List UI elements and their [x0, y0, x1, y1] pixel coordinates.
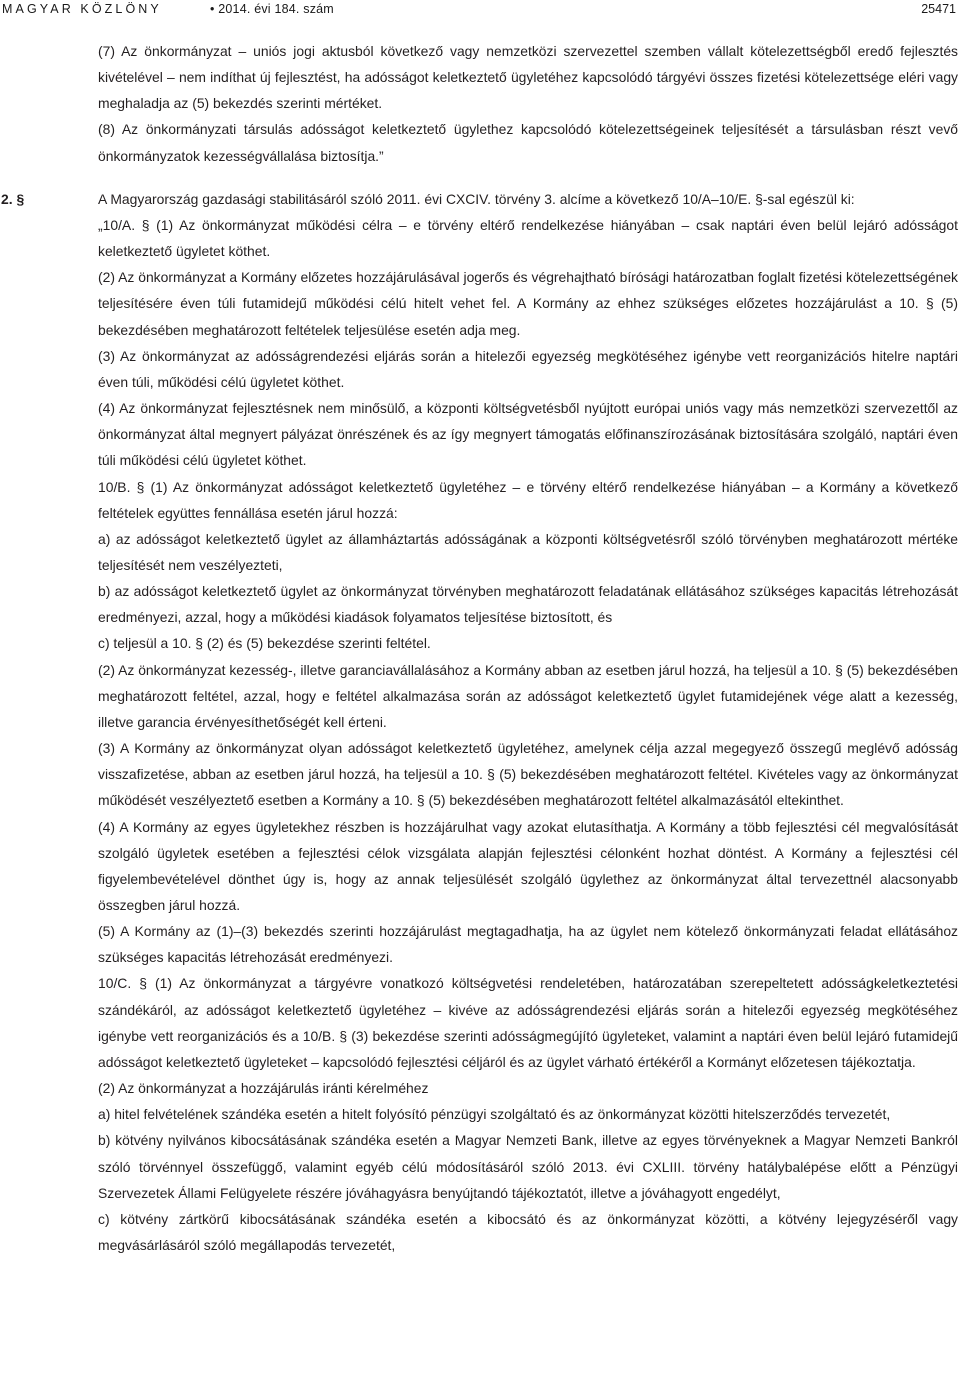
section-2-intro: A Magyarország gazdasági stabilitásáról szóló 2011. évi CXCIV. törvény 3. alcíme a következő 10/A–10/E. §-sal egészül ki: — [98, 190, 855, 207]
page-header — [0, 0, 960, 22]
section-10c-2b: b) kötvény nyilvános kibocsátásának szándéka esetén a Magyar Nemzeti Bank, illetve az egyes törvényeknek a Magyar Nemzeti Bankról szóló törvénnyel összefüggő, valamint egyéb célú módosításáról szóló 2013. évi CXLIII. törvény hatálybalépése előtt a Pénzügyi Szervezetek Állami Felügyelete részére jóváhagyásra benyújtandó tájékoztatót, illetve a jóváhagyott engedélyt, — [98, 1132, 958, 1201]
section-10b-1: 10/B. § (1) Az önkormányzat adósságot keletkeztető ügyletéhez – e törvény eltérő rendelkezése hiányában – a Kormány a következő feltételek együttes fennállása esetén járul hozzá: — [98, 478, 958, 521]
section-10c-1: 10/C. § (1) Az önkormányzat a tárgyévre vonatkozó költségvetési rendeletében, határozatában szerepeltetett adósságkeletkeztetési szándékáról, az adósságot keletkeztető ügyletéhez – kivéve az adósságrendezési eljárás során a hitelezői egyezség megkötéséhez igénybe vett reorganizációs és a 10/B. § (3) bekezdése szerinti adósságmegújító ügyleteket, valamint a naptári éven belül lejáró futamidejű adósságot keletkeztető ügyleteket – kapcsolódó fejlesztési céljáról és az ügylet várható értékéről a Kormányt előzetesen tájékoztatja. — [98, 975, 958, 1070]
section-10b-2: (2) Az önkormányzat kezesség-, illetve garanciavállalásához a Kormány abban az esetben járul hozzá, ha teljesül a 10. § (5) bekezdésében meghatározott feltétel, azzal, hogy e feltétel alkalmazása során az adósságot keletkeztető ügylet futamidejének vége alatt a kezesség, illetve garancia érvényesíthetőségét kell érteni. — [98, 661, 958, 730]
section-10a-3: (3) Az önkormányzat az adósságrendezési eljárás során a hitelezői egyezség megkötéséhez igénybe vett reorganizációs hitelre naptári éven túli, működési célú ügyletet köthet. — [98, 347, 958, 390]
issue-info: • 2014. évi 184. szám — [210, 2, 334, 16]
section-10a-1: „10/A. § (1) Az önkormányzat működési célra – e törvény eltérő rendelkezése hiányában – csak naptári éven belül lejáró adósságot keletkeztető ügyletet köthet. — [98, 216, 958, 260]
section-number: 2. § — [1, 190, 25, 207]
paragraph-7: (7) Az önkormányzat – uniós jogi aktusból következő vagy nemzetközi szervezettel szemben vállalt kötelezettségből eredő fejlesztés kivételével – nem indíthat új fejlesztést, ha adósságot keletkeztető ügyletéhez kapcsolódó tárgyévi összes fizetési kötelezettsége eléri vagy meghaladja az (5) bekezdés szerinti mértéket. — [98, 43, 958, 112]
section-10c-2a: a) hitel felvételének szándéka esetén a hitelt folyósító pénzügyi szolgáltató és az önkormányzat közötti hitelszerződés tervezetét, — [98, 1106, 891, 1123]
section-10b-1a: a) az adósságot keletkeztető ügylet az államháztartás adósságának a központi költségvetésről szóló törvényben meghatározott mértéke teljesítését nem veszélyezteti, — [98, 530, 958, 573]
section-10b-4: (4) A Kormány az egyes ügyletekhez részben is hozzájárulhat vagy azokat elutasíthatja. A Kormány a több fejlesztési cél megvalósítását szolgáló ügyletek esetében a fejlesztési célok vizsgálata alapján fejlesztési célonként hozhat döntést. A Kormány a fejlesztési cél figyelembevételével dönthet úgy is, hogy az annak teljesülését szolgáló ügylethez az önkormányzat által tervezettnél alacsonyabb összegben járul hozzá. — [98, 818, 958, 913]
section-10b-5: (5) A Kormány az (1)–(3) bekezdés szerinti hozzájárulást megtagadhatja, ha az ügylet nem kötelező önkormányzati feladat ellátásához szükséges kapacitás létrehozását eredményezi. — [98, 923, 958, 966]
section-10b-1c: c) teljesül a 10. § (2) és (5) bekezdése szerinti feltétel. — [98, 635, 431, 652]
section-10c-2: (2) Az önkormányzat a hozzájárulás iránti kérelméhez — [98, 1080, 429, 1097]
document-body — [1, 38, 958, 1258]
section-10c-2c: c) kötvény zártkörű kibocsátásának szándéka esetén a kibocsátó és az önkormányzat közötti, a kötvény lejegyzéséről vagy megvásárlásáról szóló megállapodás tervezetét, — [98, 1210, 958, 1254]
section-10b-3: (3) A Kormány az önkormányzat olyan adósságot keletkeztető ügyletéhez, amelynek célja azzal megegyező összegű meglévő adósság visszafizetése, abban az esetben járul hozzá, ha teljesül a 10. § (5) bekezdésében meghatározott feltétel. Kivételes vagy az önkormányzat működését veszélyeztető esetben a Kormány a 10. § (5) bekezdésében meghatározott feltétel alkalmazásától eltekinthet. — [98, 740, 958, 809]
page-number: 25471 — [921, 2, 956, 16]
journal-title: MAGYAR KÖZLÖNY — [2, 2, 162, 16]
section-10b-1b: b) az adósságot keletkeztető ügylet az önkormányzat törvényben meghatározott feladatának ellátásához szükséges kapacitás létrehozását eredményezi, azzal, hogy a működési kiadások folyamatos teljesítése biztosított, és — [98, 583, 958, 626]
section-10a-4: (4) Az önkormányzat fejlesztésnek nem minősülő, a központi költségvetésből nyújtott európai uniós vagy más nemzetközi szervezettől az önkormányzat által megnyert pályázat önrészének és az így megnyert támogatás előfinanszírozásának biztosítására szolgáló, naptári éven túli működési célú ügyletet köthet. — [98, 400, 958, 469]
section-2 — [1, 186, 958, 212]
paragraph-8: (8) Az önkormányzati társulás adósságot keletkeztető ügylethez kapcsolódó kötelezettségeinek teljesítését a társulásban részt vevő önkormányzatok kezességvállalása biztosítja.” — [98, 121, 958, 164]
section-10a-2: (2) Az önkormányzat a Kormány előzetes hozzájárulásával jogerős és végrehajtható bírósági határozatban foglalt fizetési kötelezettségének teljesítésére éven túli futamidejű működési célú hitelt vehet fel. A Kormány az ehhez szükséges előzetes hozzájárulást a 10. § (5) bekezdésében meghatározott feltételek teljesülése esetén adja meg. — [98, 269, 958, 338]
